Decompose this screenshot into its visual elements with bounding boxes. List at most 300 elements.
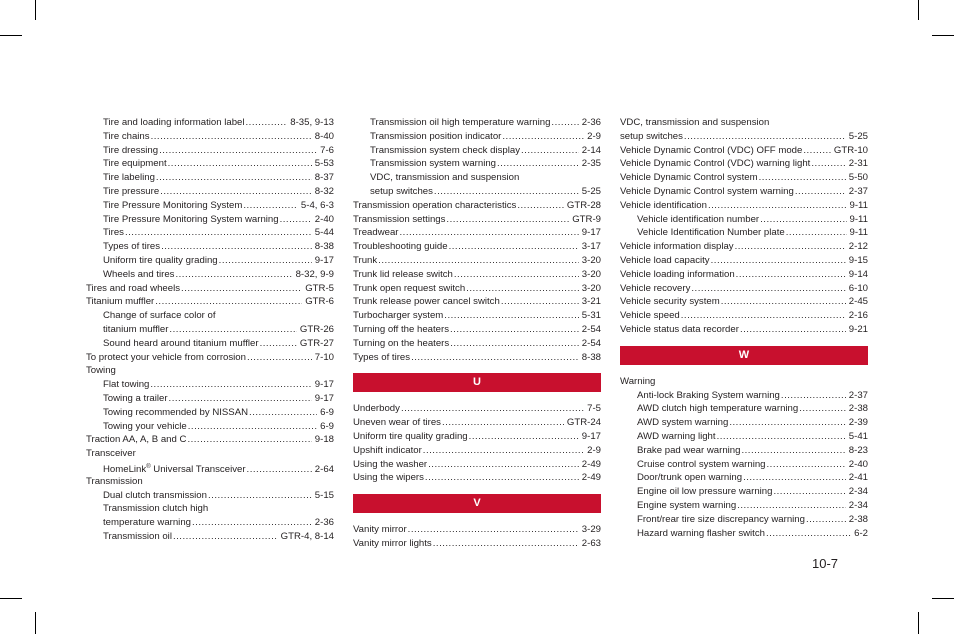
index-entry [620, 254, 868, 268]
dot-leader [760, 213, 846, 227]
dot-leader [454, 268, 579, 282]
entry-text [103, 337, 259, 351]
index-entry [86, 351, 334, 365]
dot-leader [517, 199, 564, 213]
index-entry [86, 254, 334, 268]
page-ref: 9-21 [848, 323, 868, 335]
dot-leader [442, 416, 564, 430]
entry-label: Trunk open request switch [353, 282, 466, 294]
entry-label: Vehicle Dynamic Control (VDC) warning light [620, 158, 811, 170]
page-ref: 8-40 [314, 130, 334, 142]
dot-leader [450, 337, 579, 351]
dot-leader [208, 489, 312, 503]
dot-leader [736, 268, 846, 282]
dot-leader [260, 337, 297, 351]
dot-leader [428, 458, 579, 472]
dot-leader [434, 185, 579, 199]
index-entry [353, 254, 601, 268]
entry-label: Transmission oil high temperature warning [370, 117, 551, 128]
entry-label: Traction AA, A, B and C [86, 434, 187, 446]
index-entry [86, 378, 334, 392]
entry-label: Front/rear tire size discrepancy warning [637, 513, 805, 525]
entry-text [86, 295, 154, 309]
entry-text [637, 527, 765, 541]
entry-label: Engine system warning [637, 499, 737, 511]
entry-text [620, 323, 739, 337]
page-ref: 8-32, 9-9 [295, 268, 334, 280]
index-entry [353, 351, 601, 365]
page-ref: 9-11 [849, 213, 868, 225]
index-entry [620, 458, 868, 472]
entry-label: Tire Pressure Monitoring System warning [103, 213, 279, 225]
index-entry [86, 157, 334, 171]
index-entry [86, 433, 334, 447]
entry-label: Vehicle status data recorder [620, 323, 739, 335]
page-ref: 2-45 [848, 296, 868, 308]
dot-leader [449, 240, 579, 254]
entry-text [103, 116, 245, 130]
entry-label: titanium muffler [103, 323, 169, 335]
dot-leader [411, 351, 579, 365]
index-heading [86, 475, 334, 489]
page-ref: 6-2 [854, 527, 868, 539]
entry-label: Door/trunk open warning [637, 472, 743, 484]
entry-text [353, 444, 422, 458]
index-entry [620, 185, 868, 199]
index-entry [620, 157, 868, 171]
crop-mark [35, 612, 36, 634]
entry-label: Types of tires [353, 351, 411, 363]
page-ref: 5-15 [314, 489, 334, 501]
index-entry [86, 337, 334, 351]
page-ref: 5-25 [848, 130, 868, 142]
entry-text [103, 268, 174, 282]
page-ref: 2-36 [314, 517, 334, 529]
page-ref: 2-35 [581, 158, 601, 170]
index-entry [620, 323, 868, 337]
dot-leader [767, 458, 846, 472]
index-heading [86, 309, 334, 323]
entry-label: AWD system warning [637, 417, 729, 429]
page-ref: GTR-28 [566, 199, 601, 211]
index-entry [86, 130, 334, 144]
entry-text [620, 116, 769, 130]
entry-text [620, 282, 690, 296]
page-ref: 6-9 [320, 406, 334, 418]
entry-label: Vehicle loading information [620, 268, 735, 280]
entry-label: AWD clutch high temperature warning [637, 403, 799, 415]
crop-mark [918, 612, 919, 634]
dot-leader [721, 295, 846, 309]
entry-text [370, 130, 501, 144]
dot-leader [759, 171, 846, 185]
entry-text [103, 309, 216, 323]
entry-text [637, 430, 716, 444]
dot-leader [181, 282, 302, 296]
dot-leader [425, 471, 579, 485]
page-ref: 9-17 [314, 254, 334, 266]
entry-text [86, 364, 116, 378]
entry-label: Tire chains [103, 130, 150, 142]
entry-text [353, 309, 443, 323]
index-entry [620, 527, 868, 541]
page-ref: 2-63 [581, 537, 601, 549]
index-heading [353, 171, 601, 185]
entry-label: Transmission position indicator [370, 130, 502, 142]
index-entry [353, 416, 601, 430]
index-entry [86, 199, 334, 213]
entry-label: Vehicle Dynamic Control (VDC) OFF mode [620, 144, 803, 156]
entry-text [103, 502, 208, 516]
entry-label: Towing recommended by NISSAN [103, 406, 249, 418]
dot-leader [684, 130, 846, 144]
section-header: V [353, 494, 601, 513]
dot-leader [551, 116, 578, 130]
dot-leader [125, 226, 312, 240]
entry-text [86, 351, 246, 365]
page-ref: 2-12 [848, 241, 868, 253]
entry-label: Using the washer [353, 458, 428, 470]
page-ref: 2-34 [848, 486, 868, 498]
dot-leader [151, 130, 312, 144]
entry-label: Tire pressure [103, 185, 160, 197]
index-entry [620, 444, 868, 458]
page-ref: 2-49 [581, 472, 601, 484]
crop-mark [0, 598, 22, 599]
entry-label: Treadwear [353, 227, 399, 239]
page-ref: 5-44 [314, 227, 334, 239]
entry-text [353, 282, 465, 296]
page-ref: 3-20 [581, 268, 601, 280]
page-ref: 5-25 [581, 185, 601, 197]
entry-text [353, 416, 441, 430]
index-entry [620, 144, 868, 158]
page-ref: 6-10 [848, 282, 868, 294]
dot-leader [159, 144, 317, 158]
entry-text [620, 171, 758, 185]
dot-leader [192, 516, 312, 530]
dot-leader [446, 213, 569, 227]
index-entry [620, 171, 868, 185]
dot-leader [469, 430, 579, 444]
entry-text [620, 157, 810, 171]
entry-text [353, 226, 399, 240]
dot-leader [168, 157, 312, 171]
dot-leader [169, 323, 296, 337]
index-entry [86, 144, 334, 158]
index-entry [620, 295, 868, 309]
dot-leader [521, 144, 579, 158]
index-entry [353, 458, 601, 472]
entry-label: Turning on the heaters [353, 337, 450, 349]
entry-label: Tire Pressure Monitoring System [103, 199, 243, 211]
page-ref: 3-20 [581, 254, 601, 266]
entry-label: Vanity mirror lights [353, 537, 432, 549]
page-ref: 8-37 [314, 172, 334, 184]
dot-leader [773, 485, 845, 499]
page-ref: 8-38 [314, 241, 334, 253]
page-number: 10-7 [812, 556, 839, 571]
page-ref: 3-21 [581, 296, 601, 308]
entry-label: Flat towing [103, 379, 150, 391]
page-ref: 2-14 [581, 144, 601, 156]
index-column-3 [620, 116, 868, 540]
dot-leader [444, 309, 579, 323]
entry-label: Cruise control system warning [637, 458, 766, 470]
dot-leader [708, 199, 847, 213]
dot-leader [466, 282, 579, 296]
page-ref: 8-23 [848, 444, 868, 456]
entry-text [353, 240, 448, 254]
index-entry [353, 337, 601, 351]
crop-mark [918, 0, 919, 20]
dot-leader [423, 444, 584, 458]
dot-leader [691, 282, 845, 296]
entry-label: Transmission settings [353, 213, 446, 225]
entry-text [620, 144, 802, 158]
page-ref: GTR-10 [833, 144, 868, 156]
entry-label: To protect your vehicle from corrosion [86, 351, 246, 363]
entry-text [103, 157, 167, 171]
entry-label: Tire labeling [103, 172, 155, 184]
index-entry [353, 268, 601, 282]
entry-text [620, 185, 794, 199]
index-entry [620, 416, 868, 430]
entry-label: Towing [86, 365, 116, 377]
entry-text [637, 213, 759, 227]
index-entry [353, 130, 601, 144]
index-entry [86, 406, 334, 420]
index-entry [620, 513, 868, 527]
index-entry [353, 226, 601, 240]
entry-text [620, 309, 680, 323]
entry-label: temperature warning [103, 517, 191, 529]
page-ref: 3-17 [581, 241, 601, 253]
entry-label: Vanity mirror [353, 524, 407, 536]
index-entry [353, 402, 601, 416]
entry-label: Transmission oil [103, 530, 172, 542]
page-ref: 2-9 [587, 444, 601, 456]
dot-leader [408, 523, 579, 537]
index-entry [353, 537, 601, 551]
entry-text [620, 268, 735, 282]
index-entry [86, 213, 334, 227]
entry-text [353, 471, 424, 485]
index-entry [353, 144, 601, 158]
page-ref: 6-9 [320, 420, 334, 432]
page-ref: 2-41 [848, 472, 868, 484]
entry-text [620, 375, 655, 389]
entry-text [353, 199, 516, 213]
entry-label: Tire equipment [103, 158, 167, 170]
entry-text [637, 458, 766, 472]
index-entry [86, 116, 334, 130]
entry-text [620, 254, 710, 268]
index-column-1 [86, 116, 334, 544]
dot-leader [433, 537, 579, 551]
index-entry [86, 282, 334, 296]
page-ref: 2-54 [581, 337, 601, 349]
dot-leader [175, 268, 292, 282]
entry-text [637, 226, 785, 240]
index-entry [620, 430, 868, 444]
entry-text [353, 323, 449, 337]
page-ref: 9-17 [581, 430, 601, 442]
dot-leader [811, 157, 845, 171]
entry-text [637, 402, 798, 416]
entry-text [637, 513, 805, 527]
index-entry [620, 402, 868, 416]
page-ref: 2-64 [314, 463, 334, 475]
index-entry [86, 323, 334, 337]
entry-label: Vehicle information display [620, 241, 734, 253]
page-ref: 2-31 [848, 158, 868, 170]
entry-label: Underbody [353, 403, 400, 415]
crop-mark [932, 598, 954, 599]
page-ref: 9-17 [314, 379, 334, 391]
entry-label-cont: Universal Transceiver [150, 463, 246, 475]
dot-leader [806, 513, 846, 527]
entry-label: Transmission system warning [370, 158, 496, 170]
index-entry [86, 295, 334, 309]
entry-label: Uneven wear of tires [353, 417, 441, 429]
entry-text [370, 171, 519, 185]
dot-leader [156, 171, 312, 185]
dot-leader [729, 416, 845, 430]
index-entry [86, 171, 334, 185]
entry-label: VDC, transmission and suspension [370, 172, 520, 184]
entry-label: Troubleshooting guide [353, 241, 448, 253]
dot-leader [247, 351, 312, 365]
dot-leader [766, 527, 851, 541]
index-entry [86, 392, 334, 406]
entry-label: Trunk [353, 254, 378, 266]
page-ref: 2-36 [581, 117, 601, 128]
page-ref: 5-50 [848, 172, 868, 184]
page-ref: 5-31 [581, 310, 601, 322]
page-ref: GTR-26 [299, 323, 334, 335]
entry-text [103, 240, 160, 254]
dot-leader [169, 392, 312, 406]
entry-label: Using the wipers [353, 472, 424, 484]
index-entry [353, 185, 601, 199]
dot-leader [735, 240, 846, 254]
page-ref: GTR-24 [566, 417, 601, 429]
dot-leader [740, 323, 846, 337]
page-ref: 3-29 [581, 524, 601, 536]
index-entry [620, 499, 868, 513]
page-ref: 2-54 [581, 323, 601, 335]
entry-text [353, 402, 400, 416]
index-entry [353, 430, 601, 444]
index-heading [86, 364, 334, 378]
entry-text [103, 392, 168, 406]
dot-leader [786, 226, 847, 240]
index-entry [620, 226, 868, 240]
section-header: W [620, 346, 868, 365]
entry-label: setup switches [620, 130, 683, 142]
entry-label: Towing a trailer [103, 392, 168, 404]
page-ref: GTR-27 [299, 337, 334, 349]
dot-leader [737, 499, 846, 513]
page-ref: 2-40 [848, 458, 868, 470]
page-ref: 2-34 [848, 499, 868, 511]
dot-leader [173, 530, 278, 544]
entry-label: Tire and loading information label [103, 117, 245, 128]
dot-leader [799, 402, 846, 416]
entry-text [103, 420, 187, 434]
index-entry [620, 282, 868, 296]
index-entry [353, 199, 601, 213]
entry-text [637, 471, 742, 485]
dot-leader [803, 144, 831, 158]
section-header: U [353, 373, 601, 392]
entry-text [620, 295, 720, 309]
page-ref: 2-40 [314, 213, 334, 225]
page-ref: 8-32 [314, 185, 334, 197]
page-ref: 7-5 [587, 403, 601, 415]
index-entry [620, 213, 868, 227]
entry-text [103, 171, 155, 185]
page-ref: 2-16 [848, 310, 868, 322]
index-entry [86, 530, 334, 544]
page-ref: 5-53 [314, 158, 334, 170]
index-entry [620, 485, 868, 499]
page-ref: 3-20 [581, 282, 601, 294]
page-ref: 2-39 [848, 417, 868, 429]
entry-label: HomeLink [103, 463, 147, 475]
page-ref: 5-4, 6-3 [300, 199, 334, 211]
entry-label: Brake pad wear warning [637, 444, 741, 456]
entry-text [370, 185, 433, 199]
dot-leader [161, 240, 312, 254]
index-entry [353, 523, 601, 537]
entry-text [637, 389, 780, 403]
dot-leader [187, 433, 311, 447]
entry-label: Vehicle Identification Number plate [637, 227, 785, 239]
entry-text [103, 144, 158, 158]
entry-label: Warning [620, 375, 656, 387]
entry-label: Transmission operation characteristics [353, 199, 517, 211]
entry-text [103, 185, 159, 199]
page-ref: 2-37 [848, 185, 868, 197]
page-ref: 8-35, 9-13 [290, 117, 334, 128]
entry-label: Types of tires [103, 241, 161, 253]
entry-label: Uniform tire quality grading [353, 430, 468, 442]
entry-label: Vehicle load capacity [620, 254, 710, 266]
entry-text [370, 144, 520, 158]
entry-label: Towing your vehicle [103, 420, 187, 432]
dot-leader [280, 213, 312, 227]
dot-leader [743, 471, 846, 485]
dot-leader [711, 254, 846, 268]
entry-text [86, 433, 186, 447]
entry-label: Engine oil low pressure warning [637, 486, 773, 498]
entry-label: Change of surface color of [103, 310, 216, 322]
index-entry [353, 295, 601, 309]
dot-leader [502, 130, 584, 144]
entry-label: Anti-lock Braking System warning [637, 389, 780, 401]
index-entry [620, 471, 868, 485]
index-entry [86, 226, 334, 240]
entry-label: Vehicle Dynamic Control system [620, 172, 758, 184]
entry-text [353, 430, 468, 444]
page-ref: GTR-5 [305, 282, 334, 294]
entry-label: Transmission clutch high [103, 503, 209, 515]
entry-label: Turning off the heaters [353, 323, 449, 335]
dot-leader [741, 444, 845, 458]
entry-label: Tires and road wheels [86, 282, 181, 294]
